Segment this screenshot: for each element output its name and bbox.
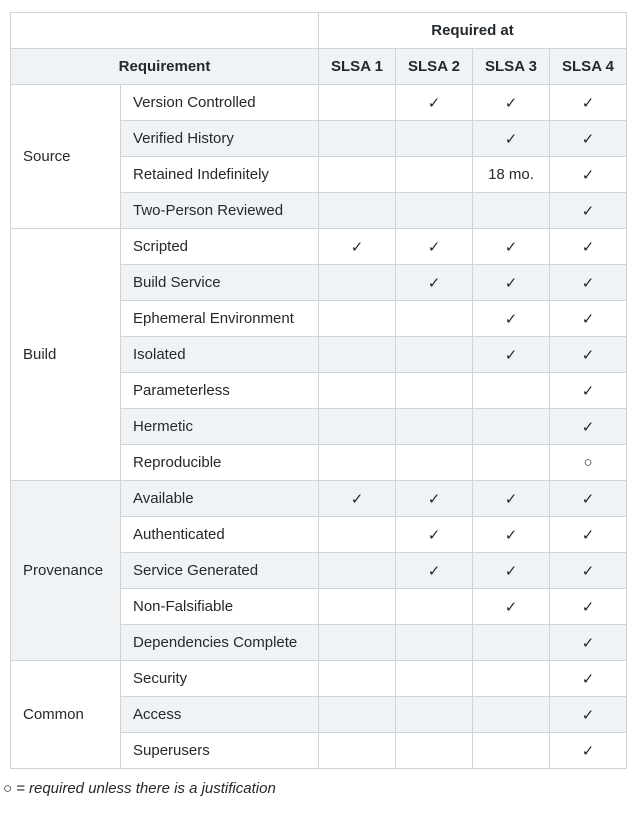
category-cell: Source bbox=[11, 85, 121, 229]
level-cell: ✓ bbox=[473, 121, 550, 157]
level-cell: ✓ bbox=[473, 517, 550, 553]
requirement-cell: Access bbox=[121, 697, 319, 733]
requirement-cell: Service Generated bbox=[121, 553, 319, 589]
requirement-cell: Security bbox=[121, 661, 319, 697]
level-cell bbox=[319, 697, 396, 733]
level-cell: ✓ bbox=[396, 85, 473, 121]
requirement-cell: Version Controlled bbox=[121, 85, 319, 121]
level-cell: ✓ bbox=[550, 373, 627, 409]
requirement-cell: Authenticated bbox=[121, 517, 319, 553]
level-cell bbox=[473, 625, 550, 661]
level-cell: ✓ bbox=[550, 301, 627, 337]
requirement-cell: Ephemeral Environment bbox=[121, 301, 319, 337]
level-cell bbox=[396, 373, 473, 409]
requirement-cell: Retained Indefinitely bbox=[121, 157, 319, 193]
blank-header-cell bbox=[11, 13, 319, 49]
level-cell bbox=[319, 409, 396, 445]
level-cell bbox=[473, 193, 550, 229]
level-cell: ✓ bbox=[550, 265, 627, 301]
level-cell bbox=[319, 445, 396, 481]
level-cell: ○ bbox=[550, 445, 627, 481]
level-cell: ✓ bbox=[396, 265, 473, 301]
table-row bbox=[11, 85, 627, 121]
level-cell: ✓ bbox=[550, 697, 627, 733]
table-body bbox=[11, 85, 627, 769]
level-cell: ✓ bbox=[473, 553, 550, 589]
level-cell bbox=[396, 193, 473, 229]
requirement-cell: Reproducible bbox=[121, 445, 319, 481]
level-cell: ✓ bbox=[550, 121, 627, 157]
level-cell bbox=[396, 733, 473, 769]
requirement-cell: Non-Falsifiable bbox=[121, 589, 319, 625]
requirement-cell: Parameterless bbox=[121, 373, 319, 409]
level-cell bbox=[319, 85, 396, 121]
required-at-header: Required at bbox=[319, 13, 627, 49]
level-cell: ✓ bbox=[396, 553, 473, 589]
level-cell: ✓ bbox=[396, 481, 473, 517]
level-cell bbox=[473, 661, 550, 697]
level-cell bbox=[319, 733, 396, 769]
level-cell: ✓ bbox=[550, 409, 627, 445]
level-cell bbox=[319, 193, 396, 229]
level-cell: ✓ bbox=[473, 301, 550, 337]
table-row bbox=[11, 661, 627, 697]
level-cell: ✓ bbox=[473, 589, 550, 625]
level-cell bbox=[319, 301, 396, 337]
requirement-cell: Available bbox=[121, 481, 319, 517]
header-row-levels bbox=[11, 49, 627, 85]
level-cell: ✓ bbox=[550, 157, 627, 193]
level-cell bbox=[319, 553, 396, 589]
table-row bbox=[11, 229, 627, 265]
level-cell: ✓ bbox=[550, 229, 627, 265]
level-cell bbox=[319, 589, 396, 625]
level-cell: ✓ bbox=[319, 481, 396, 517]
level-cell: ✓ bbox=[550, 589, 627, 625]
requirement-cell: Verified History bbox=[121, 121, 319, 157]
level-cell: ✓ bbox=[396, 517, 473, 553]
level-cell bbox=[396, 625, 473, 661]
footnote bbox=[3, 780, 628, 797]
category-cell: Build bbox=[11, 229, 121, 481]
level-cell bbox=[319, 373, 396, 409]
requirement-cell: Scripted bbox=[121, 229, 319, 265]
level-cell: ✓ bbox=[550, 661, 627, 697]
category-cell: Common bbox=[11, 661, 121, 769]
level-cell: ✓ bbox=[550, 193, 627, 229]
level-header-slsa-3: SLSA 3 bbox=[473, 49, 550, 85]
circle-symbol: ○ bbox=[3, 780, 13, 797]
level-cell bbox=[473, 373, 550, 409]
level-cell: ✓ bbox=[550, 625, 627, 661]
level-cell bbox=[396, 157, 473, 193]
level-cell bbox=[396, 301, 473, 337]
requirement-cell: Build Service bbox=[121, 265, 319, 301]
level-cell: ✓ bbox=[550, 733, 627, 769]
level-cell bbox=[319, 661, 396, 697]
requirement-cell: Hermetic bbox=[121, 409, 319, 445]
level-cell: ✓ bbox=[473, 85, 550, 121]
level-cell bbox=[319, 337, 396, 373]
level-cell: ✓ bbox=[319, 229, 396, 265]
level-cell: ✓ bbox=[550, 481, 627, 517]
level-cell bbox=[473, 733, 550, 769]
level-header-slsa-2: SLSA 2 bbox=[396, 49, 473, 85]
level-cell bbox=[319, 265, 396, 301]
level-cell bbox=[319, 121, 396, 157]
level-cell bbox=[396, 589, 473, 625]
level-cell: ✓ bbox=[550, 337, 627, 373]
level-cell: ✓ bbox=[473, 229, 550, 265]
level-cell: ✓ bbox=[550, 553, 627, 589]
level-cell bbox=[396, 661, 473, 697]
level-cell: ✓ bbox=[473, 337, 550, 373]
requirement-cell: Dependencies Complete bbox=[121, 625, 319, 661]
requirement-cell: Isolated bbox=[121, 337, 319, 373]
level-cell bbox=[473, 409, 550, 445]
level-cell: 18 mo. bbox=[473, 157, 550, 193]
level-cell bbox=[319, 157, 396, 193]
table-row bbox=[11, 481, 627, 517]
level-cell: ✓ bbox=[473, 481, 550, 517]
level-cell bbox=[319, 517, 396, 553]
level-cell bbox=[396, 337, 473, 373]
requirement-header: Requirement bbox=[11, 49, 319, 85]
level-cell: ✓ bbox=[473, 265, 550, 301]
level-cell bbox=[473, 697, 550, 733]
footnote-text: = required unless there is a justification bbox=[16, 780, 276, 797]
header-row-required-at bbox=[11, 13, 627, 49]
level-header-slsa-4: SLSA 4 bbox=[550, 49, 627, 85]
category-cell: Provenance bbox=[11, 481, 121, 661]
level-cell bbox=[396, 445, 473, 481]
level-cell bbox=[396, 697, 473, 733]
requirement-cell: Superusers bbox=[121, 733, 319, 769]
slsa-requirements-table bbox=[10, 12, 627, 769]
level-cell bbox=[396, 121, 473, 157]
level-cell: ✓ bbox=[396, 229, 473, 265]
level-cell bbox=[319, 625, 396, 661]
level-cell bbox=[396, 409, 473, 445]
level-header-slsa-1: SLSA 1 bbox=[319, 49, 396, 85]
requirement-cell: Two-Person Reviewed bbox=[121, 193, 319, 229]
level-cell: ✓ bbox=[550, 517, 627, 553]
level-cell bbox=[473, 445, 550, 481]
level-cell: ✓ bbox=[550, 85, 627, 121]
